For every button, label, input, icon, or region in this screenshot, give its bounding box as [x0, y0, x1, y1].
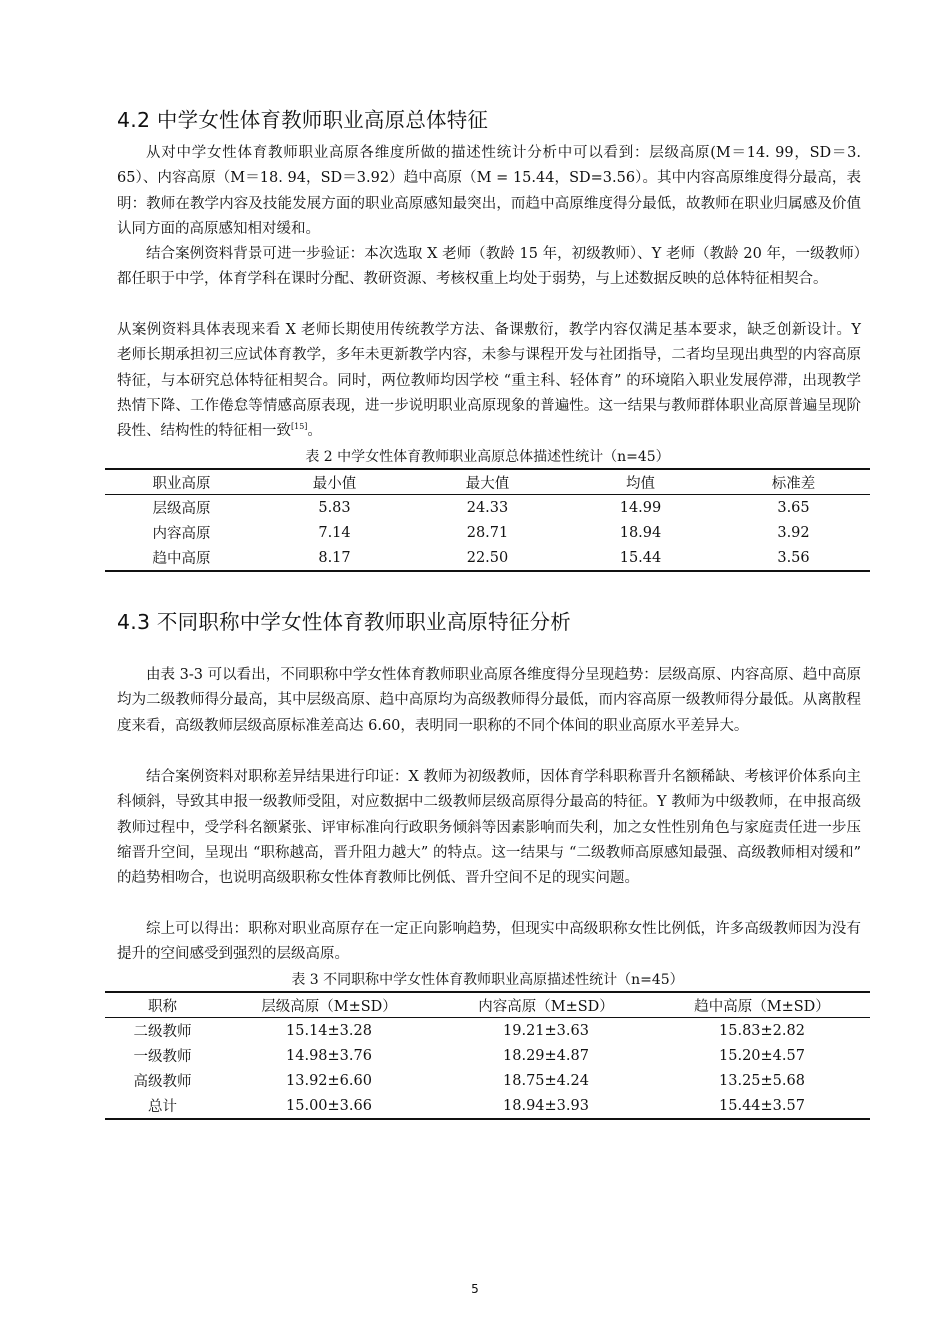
table-row: [105, 545, 870, 571]
paragraph-4-2-case-details-text: 从案例资料具体表现来看 X 老师长期使用传统教学方法、备课敷衍，教学内容仅满足基本要求，缺乏创新设计。Y 老师长期承担初三应试体育教学，多年未更新教学内容，未参与课程开发与社团指导，二者均呈现出典型的内容高原特征，与本研究总体特征相契合。同时，两位教师均因学校 “重主科、轻体育” 的环境陷入职业发展停滞，出现教学热情下降、工作倦怠等情感高原表现，进一步说明职业高原现象的普遍性。这一结果与教师群体职业高原普遍呈现阶段性、结构性的特征相一致: [117, 322, 861, 440]
table-cell: 14.99: [619, 499, 662, 516]
table-cell: 二级教师: [133, 1024, 192, 1040]
table-cell: 19.21±3.63: [503, 1022, 589, 1039]
table-cell: 趋中高原: [105, 545, 258, 571]
table-cell: 内容高原: [152, 526, 211, 542]
table-cell: 15.44±3.57: [654, 1093, 870, 1119]
table-header-cell: 趋中高原（M±SD）: [654, 992, 870, 1018]
table-cell: 7.14: [318, 524, 351, 541]
table-row: [105, 1068, 870, 1093]
paragraph-4-3-case-evidence: 结合案例资料对职称差异结果进行印证：X 教师为初级教师，因体育学科职称晋升名额稀缺、考核评价体系向主科倾斜，导致其申报一级教师受阻，对应数据中二级教师层级高原得分最高的特征。Y 教师为中级教师，在申报高级教师过程中，受学科名额紧张、评审标准向行政职务倾斜等因素影响而失利，加之女性性别角色与家庭责任进一步压缩晋升空间，呈现出 “职称越高，晋升阻力越大” 的特点。这一结果与 “二级教师高原感知最强、高级教师相对缓和” 的趋势相吻合，也说明高级职称女性体育教师比例低、晋升空间不足的现实问题。: [117, 769, 861, 887]
page-number: 5: [471, 1282, 479, 1296]
table-cell: 8.17: [258, 545, 411, 571]
table-cell: 18.94±3.93: [438, 1093, 654, 1119]
section-heading-4-2: 4.2 中学女性体育教师职业高原总体特征: [117, 108, 489, 132]
table-cell: 14.98±3.76: [286, 1047, 372, 1064]
table-cell: 高级教师: [133, 1074, 192, 1090]
table-cell: 24.33: [466, 499, 509, 516]
table-cell: 15.20±4.57: [719, 1047, 805, 1064]
table-cell: 13.92±6.60: [286, 1072, 372, 1089]
table-row: [105, 1018, 870, 1044]
table-header-cell: 内容高原（M±SD）: [438, 992, 654, 1018]
table-3: [105, 991, 870, 1120]
table-header-cell: 最大值: [411, 469, 564, 495]
table-header-cell: 标准差: [717, 469, 870, 495]
table-header-row: [105, 469, 870, 495]
table-cell: 15.14±3.28: [286, 1022, 372, 1039]
table-cell: 5.83: [318, 499, 351, 516]
table-cell: 18.75±4.24: [503, 1072, 589, 1089]
table-cell: 总计: [105, 1093, 220, 1119]
paragraph-4-2-case-background: 结合案例资料背景可进一步验证：本次选取 X 老师（教龄 15 年，初级教师）、Y 老师（教龄 20 年，一级教师）都任职于中学，体育学科在课时分配、教研资源、考核权重上均处于弱势，与上述数据反映的总体特征相契合。: [117, 246, 861, 288]
table-row: [105, 520, 870, 545]
table-cell: 一级教师: [133, 1049, 192, 1065]
table-cell: 22.50: [411, 545, 564, 571]
table-cell: 3.65: [777, 499, 810, 516]
citation-15: [15]: [291, 422, 308, 432]
table-cell: 18.94: [619, 524, 662, 541]
table-header-cell: 层级高原（M±SD）: [220, 992, 438, 1018]
table-cell: 18.29±4.87: [503, 1047, 589, 1064]
table-2: [105, 468, 870, 572]
table-3-caption: 表 3 不同职称中学女性体育教师职业高原描述性统计（n=45）: [291, 972, 684, 988]
section-heading-4-3: 4.3 不同职称中学女性体育教师职业高原特征分析: [117, 610, 571, 634]
table-header-cell: 均值: [564, 469, 717, 495]
paragraph-4-2-stats: 从对中学女性体育教师职业高原各维度所做的描述性统计分析中可以看到：层级高原(M＝14. 99，SD＝3. 65）、内容高原（M＝18. 94，SD＝3.92）趋中高原（M = 15.44，SD=3.56）。其中内容高原维度得分最高，表明：教师在教学内容及技能发展方面的职业高原感知最突出，而趋中高原维度得分最低，故教师在职业归属感及价值认同方面的高原感知相对缓和。: [117, 145, 861, 237]
paragraph-4-2-end-mark: 。: [307, 423, 322, 440]
paragraph-4-3-conclusion: 综上可以得出：职称对职业高原存在一定正向影响趋势，但现实中高级职称女性比例低，许多高级教师因为没有提升的空间感受到强烈的层级高原。: [117, 921, 861, 963]
table-header-cell: 职业高原: [105, 469, 258, 495]
table-2-caption: 表 2 中学女性体育教师职业高原总体描述性统计（n=45）: [305, 449, 670, 465]
table-cell: 13.25±5.68: [719, 1072, 805, 1089]
table-cell: 15.83±2.82: [719, 1022, 805, 1039]
table-row: [105, 495, 870, 521]
table-header-cell: 最小值: [258, 469, 411, 495]
table-cell: 3.56: [717, 545, 870, 571]
table-header-cell: 职称: [105, 992, 220, 1018]
table-cell: 15.00±3.66: [220, 1093, 438, 1119]
table-row: [105, 1093, 870, 1119]
table-cell: 3.92: [777, 524, 810, 541]
paragraph-4-3-trend: 由表 3-3 可以看出，不同职称中学女性体育教师职业高原各维度得分呈现趋势：层级高原、内容高原、趋中高原均为二级教师得分最高，其中层级高原、趋中高原均为高级教师得分最低，而内容高原一级教师得分最低。从离散程度来看，高级教师层级高原标准差高达 6.60，表明同一职称的不同个体间的职业高原水平差异大。: [117, 667, 861, 734]
table-cell: 层级高原: [152, 501, 211, 517]
table-header-row: [105, 992, 870, 1018]
table-row: [105, 1043, 870, 1068]
paragraph-4-2-case-details: [117, 318, 861, 444]
table-cell: 15.44: [564, 545, 717, 571]
table-cell: 28.71: [466, 524, 509, 541]
